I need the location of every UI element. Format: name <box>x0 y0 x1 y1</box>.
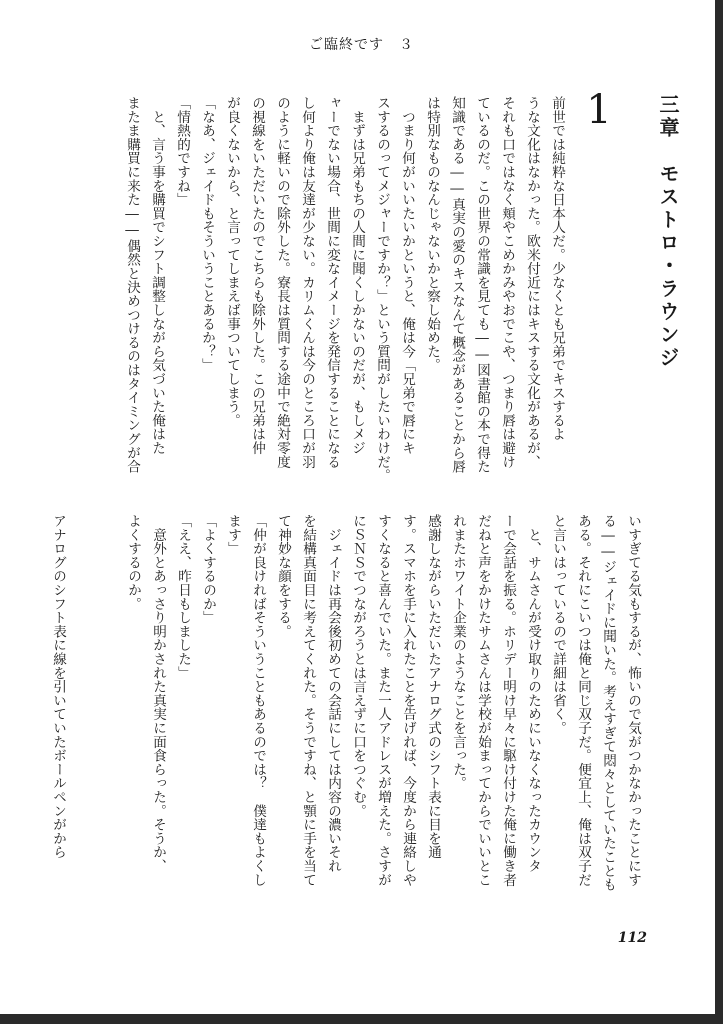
page-number: 112 <box>617 930 647 946</box>
lower-text-block: いすぎてる気もするが、怖いので気がつかなかったことにす る――ジェイドに聞いた。考えすぎて悶々としていたことも ある。それにこいつは俺と同じ双子だ。便宜上、俺は双子だ と言いはっているので詳細は省く。 と、サムさんが受け取りのためにいなくなったカウンタ ーで会話を振る。ホリデー明け早々に駆け付けた俺に働き者 だねと声をかけたサムさんは学校が始まってからでいいとこ れまたホワイト企業のようなことを言った。 感謝しながらいただいたアナログ式のシフト表に目を通 す。スマホを手に入れたことを告げれば、今度から連絡しや すくなると喜んでいた。また一人アドレスが増えた。さすが にＳＮＳでつながろうとは言えずに口をつぐむ。 ジェイドは再会後初めての会話にしては内容の濃いそれ を結構真面目に考えてくれた。そうですね、と顎に手を当て て神妙な顔をする。 「仲が良ければそういうこともあるのでは？ 僕達もよくし ます」 「よくするのか」 「ええ、昨日もしました」 意外とあっさり明かされた真実に面食らった。そうか、 よくするのか。 アナログのシフト表に線を引いていたボールペンがから <box>50 514 641 892</box>
page-border-right <box>715 0 723 1024</box>
chapter-title: 三章 モストロ・ラウンジ <box>656 94 680 370</box>
section-number: 1 <box>586 87 612 133</box>
page-border-bottom <box>0 1014 723 1024</box>
upper-text-block: 前世では純粋な日本人だ。少なくとも兄弟でキスするよ うな文化はなかった。欧米付近にはキスする文化があるが、 それも口ではなく頬やこめかみやおでこや、つまり唇は避け ているのだ。この世界の常識を見ても――図書館の本で得た 知識である――真実の愛のキスなんて概念があることから唇 は特別なものなんじゃないかと察し始めた。 つまり何がいいたいかというと、俺は今「兄弟で唇にキ スするのってメジャーですか？」という質問がしたいわけだ。 まずは兄弟もちの人間に聞くしかないのだが、もしメジ ャーでない場合、世間に変なイメージを発信することになる し何より俺は友達が少ない。カリムくんは今のところ口が羽 のように軽いので除外した。寮長は質問する途中で絶対零度 の視線をいただいたのでこちらも除外した。この兄弟は仲 が良くないから、と言ってしまえば事ついてしまう。 「なあ、ジェイドもそういうことあるか？」 「情熱的ですね」 と、言う事を購買でシフト調整しながら気づいた俺はた またま購買に来た――偶然と決めつけるのはタイミングが合 <box>124 96 565 483</box>
running-header: ご臨終です ３ <box>309 37 414 53</box>
